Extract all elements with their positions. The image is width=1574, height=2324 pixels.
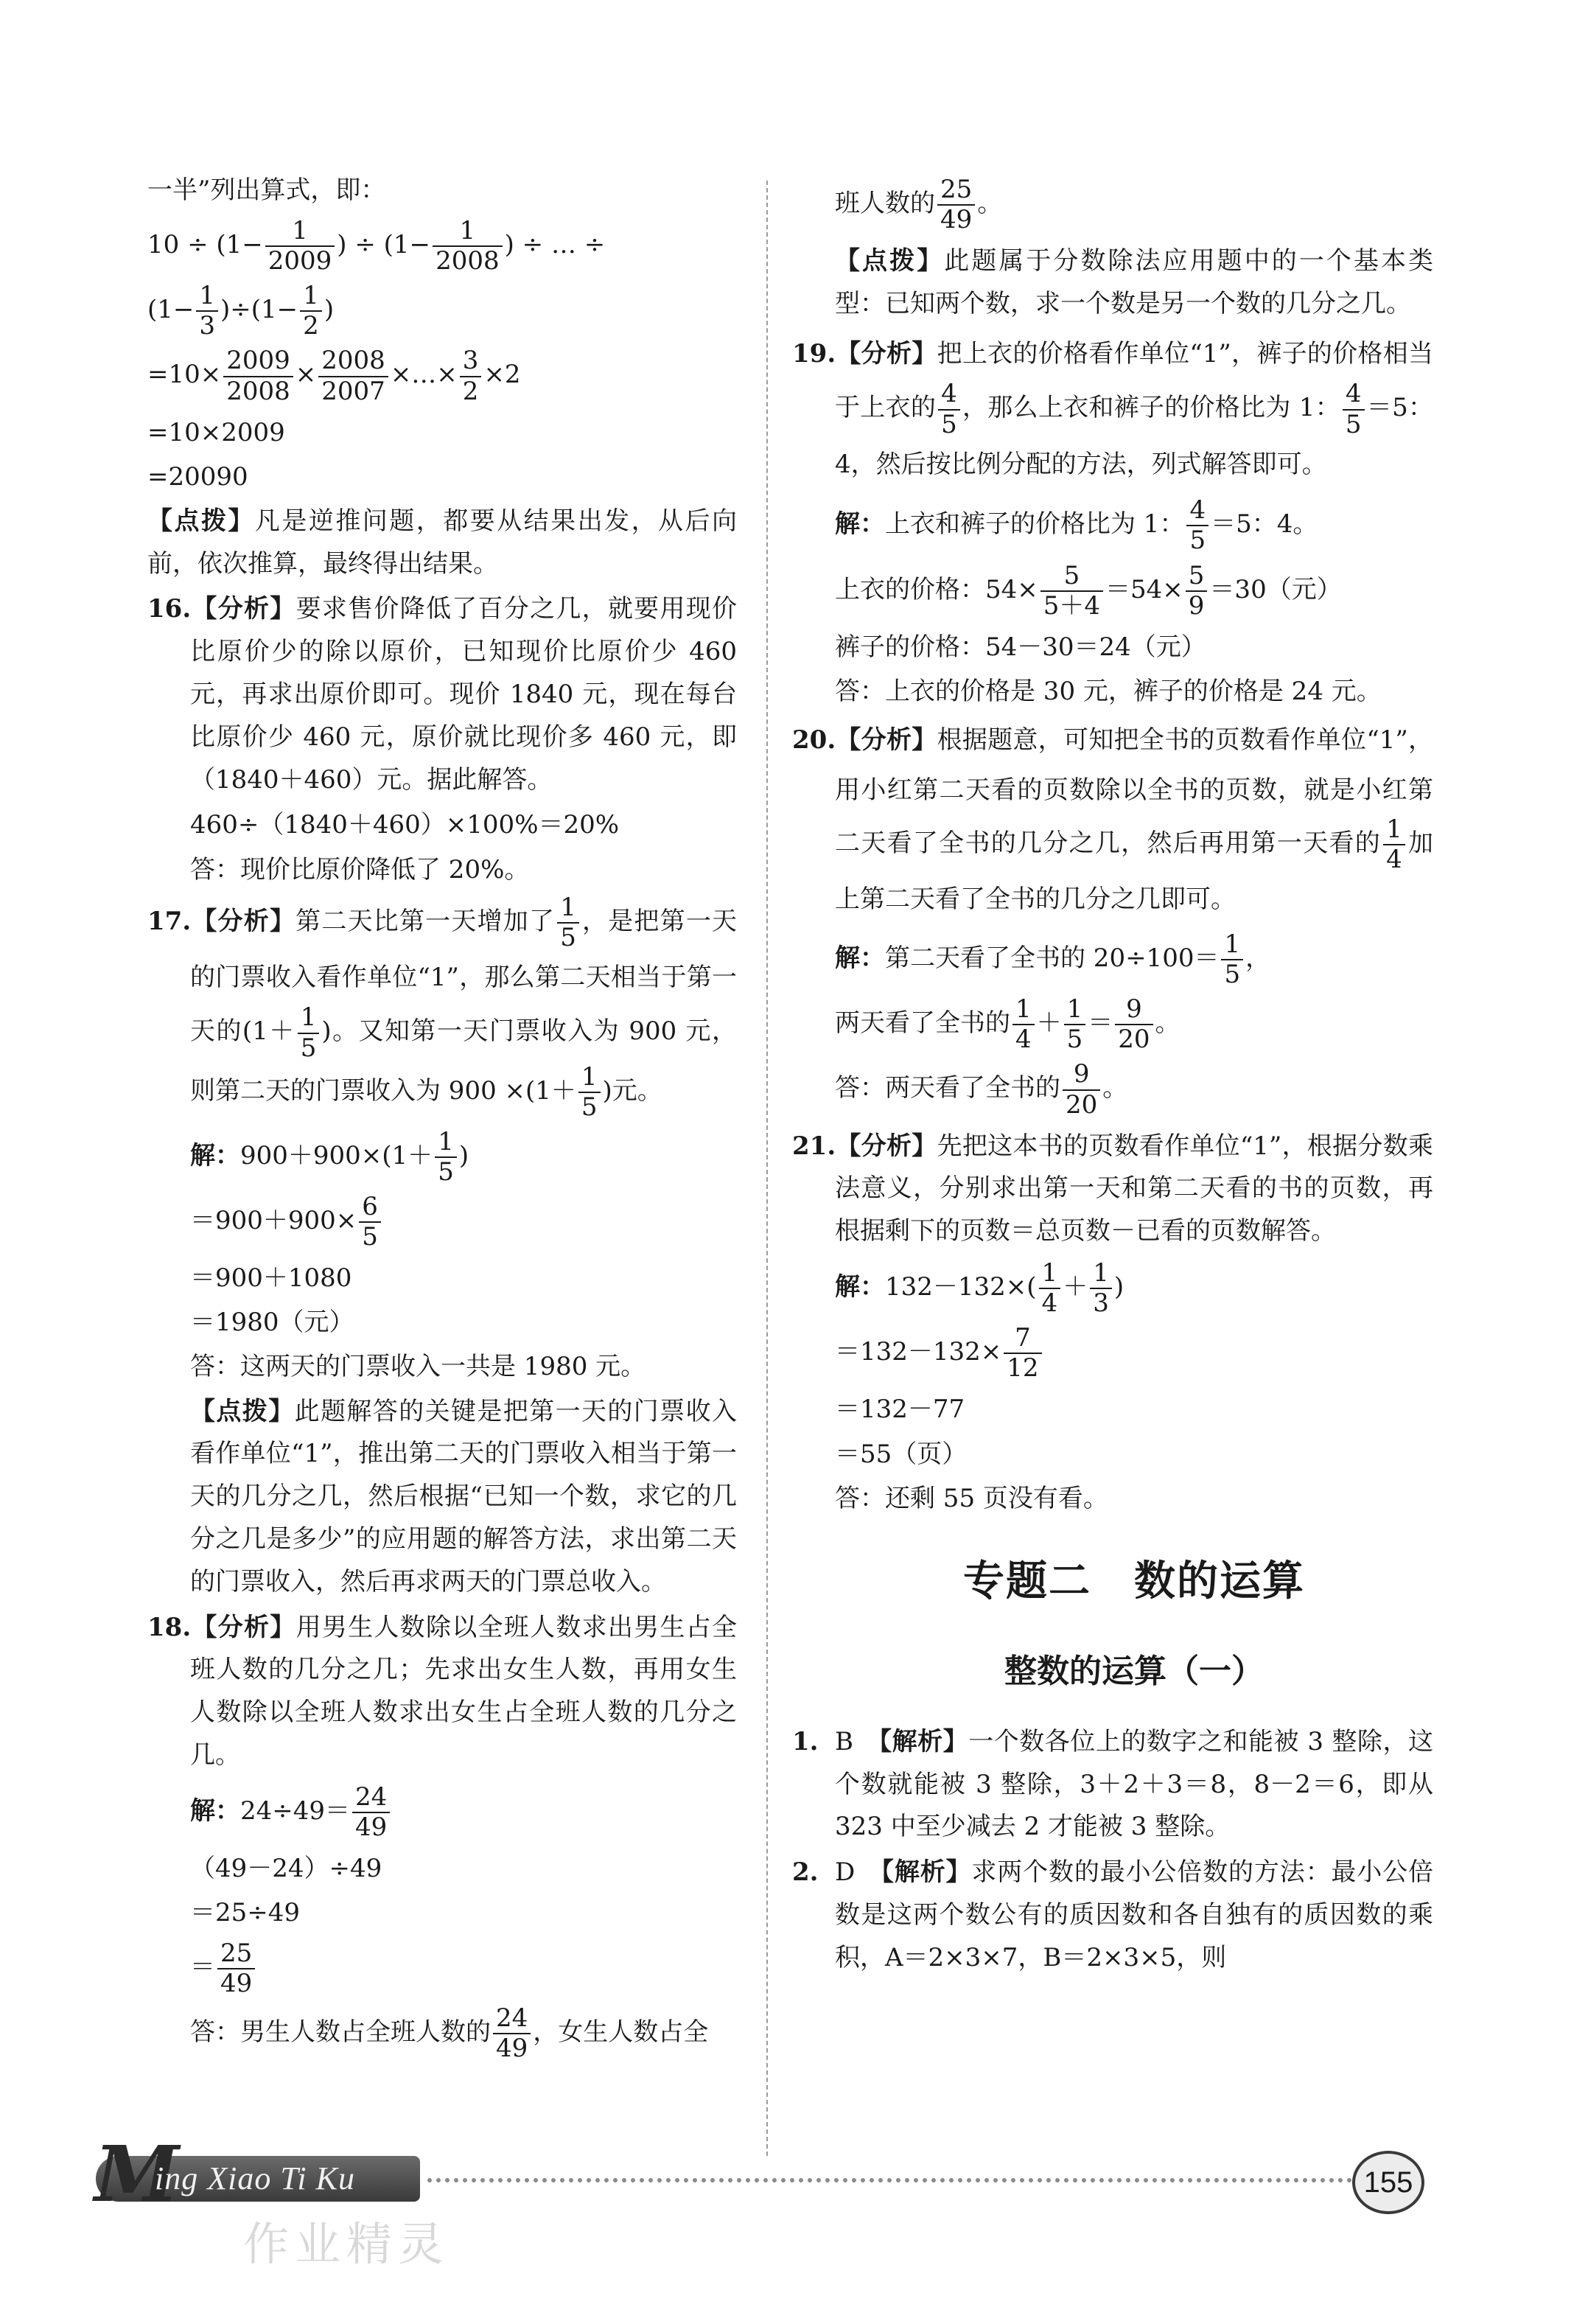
fraction: $\frac{1}{3}$: [1090, 1259, 1112, 1318]
tip-15: 【点拨】凡是逆推问题，都要从结果出发，从后向前，依次推算，最终得出结果。: [147, 506, 738, 579]
equation-line: ＝132－77: [835, 1395, 965, 1425]
q21-solution: 解：132－132×( $\frac{1}{4}$ ＋ $\frac{1}{3}$ ): [835, 1258, 1124, 1319]
q16-calc: 460÷（1840＋460）×100%＝20%: [190, 810, 620, 840]
page-footer: [0, 2129, 1574, 2271]
equation-line: =10× $\frac{2009}{2008}$ × $\frac{2008}{2007}$ ×…× $\frac{3}{2}$ ×2: [147, 346, 521, 406]
q17-solution: 解：900＋900×(1＋ $\frac{1}{5}$ ): [190, 1126, 469, 1187]
fraction: $\frac{4}{5}$: [1186, 496, 1209, 555]
q19-answer: 答：上衣的价格是 30 元，裤子的价格是 24 元。: [835, 676, 1382, 706]
fraction: $\frac{1}{5}$: [1221, 930, 1243, 989]
q19-solution: 解：上衣和裤子的价格比为 1： $\frac{4}{5}$ ＝5：4。: [835, 495, 1318, 556]
q21-answer: 答：还剩 55 页没有看。: [835, 1483, 1108, 1513]
equation-line: 上衣的价格：54× $\frac{5}{5+4}$ ＝54× $\frac{5}{9}$ ＝30（元）: [835, 560, 1342, 621]
fraction: $\frac{1}{5}$: [298, 1003, 320, 1062]
fraction: $\frac{6}{5}$: [359, 1193, 381, 1252]
equation-line: =10×2009: [147, 417, 285, 447]
fraction: $\frac{1}{5}$: [1064, 995, 1086, 1054]
fraction: $\frac{1}{3}$: [196, 282, 218, 341]
q20-answer: 答：两天看了全书的 $\frac{9}{20}$ 。: [835, 1059, 1128, 1120]
fraction: $\frac{9}{20}$: [1115, 995, 1152, 1054]
fraction: $\frac{25}{49}$: [217, 1939, 255, 1998]
q18-answer: 答：男生人数占全班人数的 $\frac{24}{49}$ ，女生人数占全: [190, 2003, 709, 2064]
question-16: 16.【分析】要求售价降低了百分之几，就要用现价比原价少的除以原价，已知现价比原价少 460 元，再求出原价即可。现价 1840 元，现在每台比原价少 460 元，原价就比现价多 460 元，即（1840＋460）元。据此解答。: [147, 594, 738, 795]
watermark: 作业精灵: [243, 2217, 450, 2271]
fraction: $\frac{1}{2008}$: [433, 217, 503, 276]
fraction: $\frac{1}{5}$: [557, 893, 579, 952]
question-17: 17.【分析】第二天比第一天增加了 $\frac{1}{5}$ ，是把第一天的门票收入看作单位“1”，那么第二天相当于第一天的(1＋ $\frac{1}{5}$ )。又知第一天门票收入为 900 元，则第二天的门票收入为 900 ×(1＋ $\frac{1}{5}$ )元。: [147, 892, 738, 1122]
equation-line: ＝132－132× $\frac{7}{12}$: [835, 1324, 1433, 1383]
fraction: $\frac{7}{12}$: [1004, 1324, 1041, 1383]
fraction: $\frac{1}{4}$: [1039, 1259, 1061, 1318]
q18-answer-continued: 班人数的 $\frac{25}{49}$ 。: [835, 175, 1003, 235]
fraction: $\frac{1}{4}$: [1012, 995, 1035, 1054]
equation-line: ＝900＋1080: [190, 1263, 352, 1294]
page-number: 155: [1352, 2151, 1424, 2214]
fraction: $\frac{4}{5}$: [938, 380, 960, 439]
question-19: 19.【分析】把上衣的价格看作单位“1”，裤子的价格相当于上衣的 $\frac{4}{5}$ ，那么上衣和裤子的价格比为 1： $\frac{4}{5}$ ＝5：4，然后按比例分配的方法，列式解答即可。: [792, 338, 1433, 479]
equation-line: ＝900＋900× $\frac{6}{5}$: [147, 1193, 737, 1252]
equation-line: (1− $\frac{1}{3}$ )÷(1− $\frac{1}{2}$ ): [147, 281, 335, 341]
section-title: 专题二 数的运算: [963, 1557, 1305, 1605]
q17-answer: 答：这两天的门票收入一共是 1980 元。: [190, 1352, 646, 1382]
fraction: $\frac{1}{4}$: [1383, 815, 1405, 874]
brand-logo-letter: M: [94, 2129, 180, 2219]
right-column: [792, 170, 1433, 1982]
equation-line: 两天看了全书的 $\frac{1}{4}$ ＋ $\frac{1}{5}$ ＝ $\frac{9}{20}$ 。: [835, 994, 1180, 1055]
question-21: 21.【分析】先把这本书的页数看作单位“1”，根据分数乘法意义，分别求出第一天和第二天看的书的页数，再根据剩下的页数＝总页数－已看的页数解答。: [792, 1131, 1433, 1246]
fraction: $\frac{2009}{2008}$: [223, 346, 293, 405]
question-20: 20.【分析】根据题意，可知把全书的页数看作单位“1”，用小红第二天看的页数除以全书的页数，就是小红第二天看了全书的几分之几，然后再用第一天看的 $\frac{1}{4}$ 加上第二天看了全书的几分之几即可。: [792, 725, 1434, 915]
fraction: $\frac{1}{5}$: [578, 1063, 601, 1122]
continued-text: 一半”列出算式，即：: [147, 175, 386, 205]
q20-solution: 解：第二天看了全书的 20÷100＝ $\frac{1}{5}$ ，: [835, 929, 1271, 990]
equation-line: ＝1980（元）: [190, 1308, 354, 1338]
fraction: $\frac{4}{5}$: [1343, 380, 1365, 439]
q16-answer: 答：现价比原价降低了 20%。: [190, 854, 530, 884]
fraction: $\frac{9}{20}$: [1063, 1060, 1100, 1119]
subsection-title: 整数的运算（一）: [1004, 1652, 1264, 1690]
answer-2: 2. D 【解析】求两个数的最小公倍数的方法：最小公倍数是这两个数公有的质因数和各自独有的质因数的乘积，A＝2×3×7，B＝2×3×5，则: [792, 1857, 1434, 1972]
answer-1: 1. B 【解析】一个数各位上的数字之和能被 3 整除，这个数就能被 3 整除，3＋2＋3＝8，8－2＝6，即从 323 中至少减去 2 才能被 3 整除。: [792, 1726, 1433, 1842]
fraction: $\frac{2008}{2007}$: [318, 346, 388, 405]
q18-solution: 解：24÷49＝ $\frac{24}{49}$: [147, 1783, 737, 1842]
equation-line: =20090: [147, 461, 248, 492]
question-18: 18.【分析】用男生人数除以全班人数求出男生占全班人数的几分之几；先求出女生人数，再用女生人数除以全班人数求出女生占全班人数的几分之几。: [147, 1612, 738, 1770]
column-divider: [766, 181, 768, 2156]
fraction: $\frac{25}{49}$: [937, 175, 975, 234]
equation-line: 10 ÷ (1− $\frac{1}{2009}$ ) ÷ (1− $\frac{1}{2008}$ ) ÷ … ÷: [147, 216, 606, 276]
brand-logo-text: ing Xiao Ti Ku: [155, 2160, 355, 2196]
equation-line: ＝ $\frac{25}{49}$: [147, 1939, 737, 1998]
fraction: $\frac{5}{5+4}$: [1040, 562, 1103, 621]
dotted-rule: [427, 2178, 1352, 2182]
equation-line: ＝55（页）: [835, 1439, 968, 1469]
fraction: $\frac{24}{49}$: [493, 2004, 531, 2063]
tip-17: 【点拨】此题解答的关键是把第一天的门票收入看作单位“1”，推出第二天的门票收入相当于第一天的几分之几，然后根据“已知一个数，求它的几分之几是多少”的应用题的解答方法，求出第二天的门票收入，然后再求两天的门票总收入。: [190, 1396, 738, 1597]
equation-line: ＝25÷49: [190, 1897, 301, 1927]
fraction: $\frac{1}{2009}$: [265, 217, 335, 276]
left-column: [147, 170, 737, 2069]
fraction: $\frac{1}{5}$: [435, 1128, 457, 1187]
fraction: $\frac{3}{2}$: [460, 346, 482, 405]
fraction: $\frac{5}{9}$: [1186, 562, 1208, 621]
fraction: $\frac{24}{49}$: [352, 1783, 390, 1842]
equation-line: （49－24）÷49: [190, 1853, 382, 1883]
tip-18: 【点拨】此题属于分数除法应用题中的一个基本类型：已知两个数，求一个数是另一个数的几分之几。: [835, 246, 1434, 318]
equation-line: 裤子的价格：54－30＝24（元）: [835, 632, 1206, 662]
fraction: $\frac{1}{2}$: [300, 282, 322, 341]
